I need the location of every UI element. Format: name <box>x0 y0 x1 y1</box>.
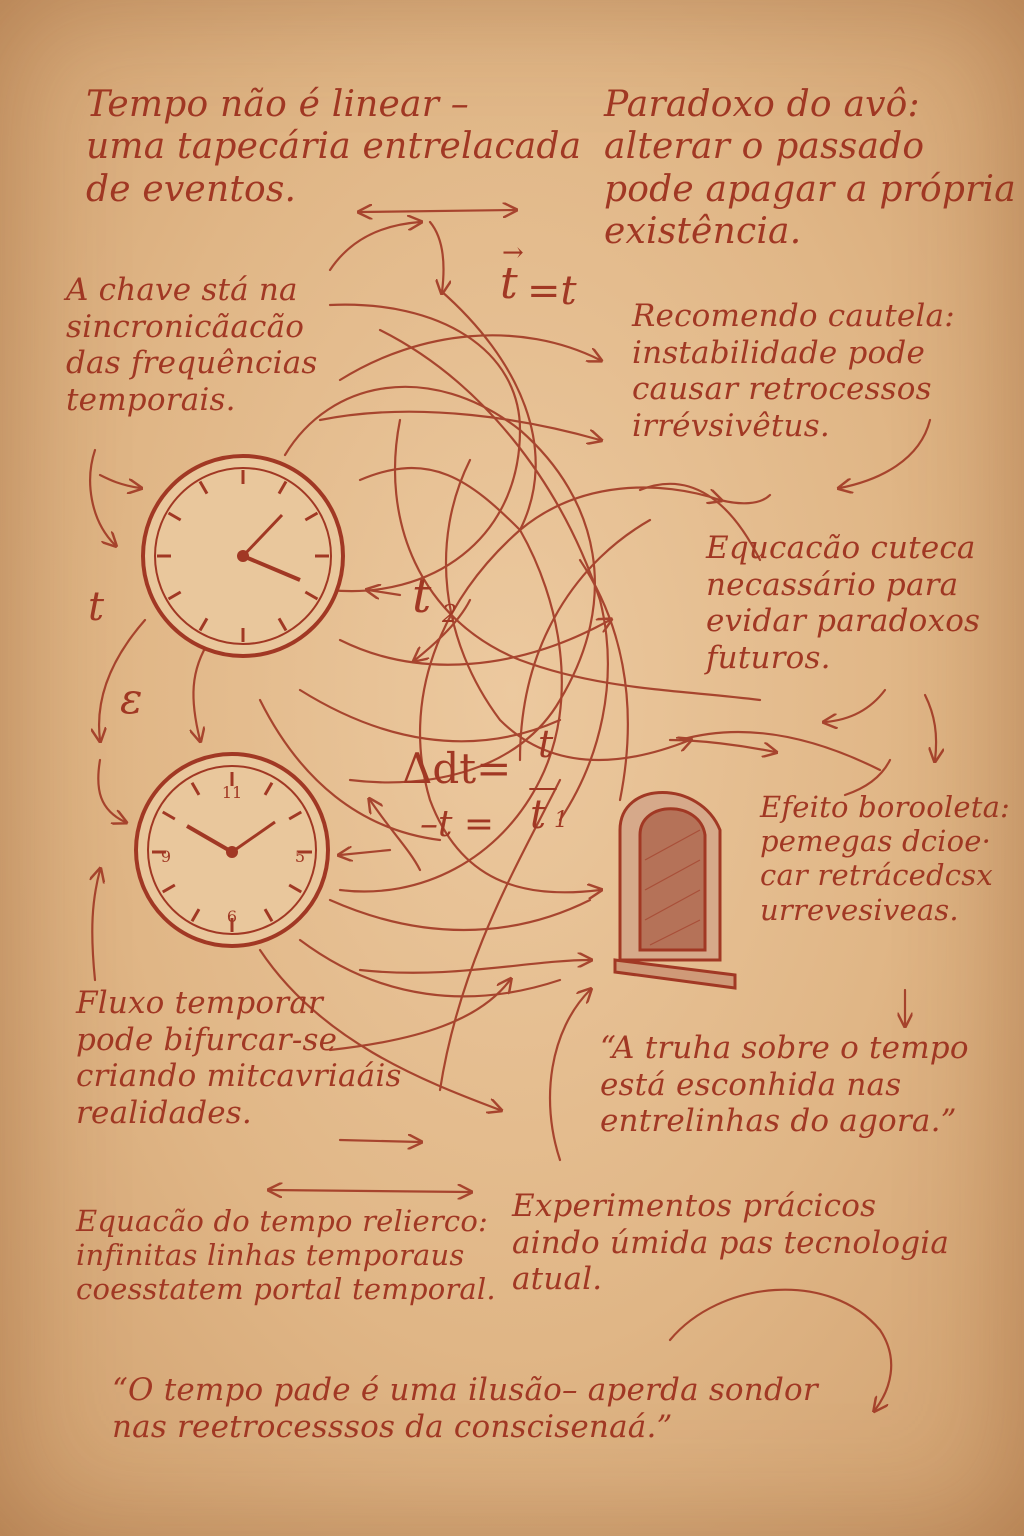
note-efeito-borboleta: Efeito borooleta: pemegas dcioe· car retrácedcsx urrevesiveas. <box>760 790 1011 927</box>
symbol-fraction-numerator: t <box>538 722 554 766</box>
clock-icon <box>143 456 343 656</box>
fraction-bar: — <box>528 770 558 805</box>
note-paradoxo-do-avo: Paradoxo do avô: alterar o passado pode apagar a própria existência. <box>604 84 1016 253</box>
vector-arrow-icon: → <box>502 238 524 268</box>
symbol-fraction-subscript: 1 <box>554 808 568 833</box>
symbol-t-equals: –t = <box>420 804 495 845</box>
symbol-equals-t: =t <box>527 268 577 314</box>
portal-door-icon <box>615 793 735 989</box>
note-chave-sincronicidade: A chave stá na sincronicãacão das frequências temporais. <box>66 272 318 418</box>
note-tempo-nao-linear: Tempo não é linear – uma tapecária entrelacada de eventos. <box>86 84 582 210</box>
note-recomendo-cautela: Recomendo cautela: instabilidade pode causar retrocessos irrévsivêtus. <box>632 298 955 444</box>
note-equacao-cuteca: Equcacão cuteca necassário para evidar paradoxos futuros. <box>706 530 981 676</box>
symbol-fraction-denominator: t <box>530 792 547 838</box>
symbol-t-left: t <box>88 584 105 630</box>
symbol-t2: t <box>412 568 432 624</box>
clock-icon <box>136 754 328 946</box>
clock-numeral-bottom: 6 <box>226 907 238 926</box>
note-equacao-relierco: Equacão do tempo relierco: infinitas linhas temporaus coesstatem portal temporal. <box>76 1204 496 1307</box>
clock-numeral-top: 11 <box>221 783 243 802</box>
symbol-epsilon: ε <box>120 674 143 723</box>
symbol-t-vector: t <box>500 258 518 309</box>
note-fluxo-temporal: Fluxo temporar pode bifurcar-se criando mitcavriaáis realidades. <box>76 985 402 1131</box>
note-experimentos: Experimentos prácicos aindo úmida pas tecnologia atual. <box>512 1188 950 1298</box>
symbol-delta-dt: Δdt= <box>402 744 512 793</box>
clock-numeral-left: 9 <box>160 847 172 866</box>
symbol-t2-subscript: 2 <box>442 600 458 628</box>
note-trilha-tempo: “A truha sobre o tempo está esconhida nas entrelinhas do agora.” <box>600 1030 969 1140</box>
note-ilusao-quote: “O tempo pade é uma ilusão– aperda sondor nas reetrocesssos da conscisenaá.” <box>112 1372 818 1445</box>
clock-numeral-right: 5 <box>294 847 306 866</box>
